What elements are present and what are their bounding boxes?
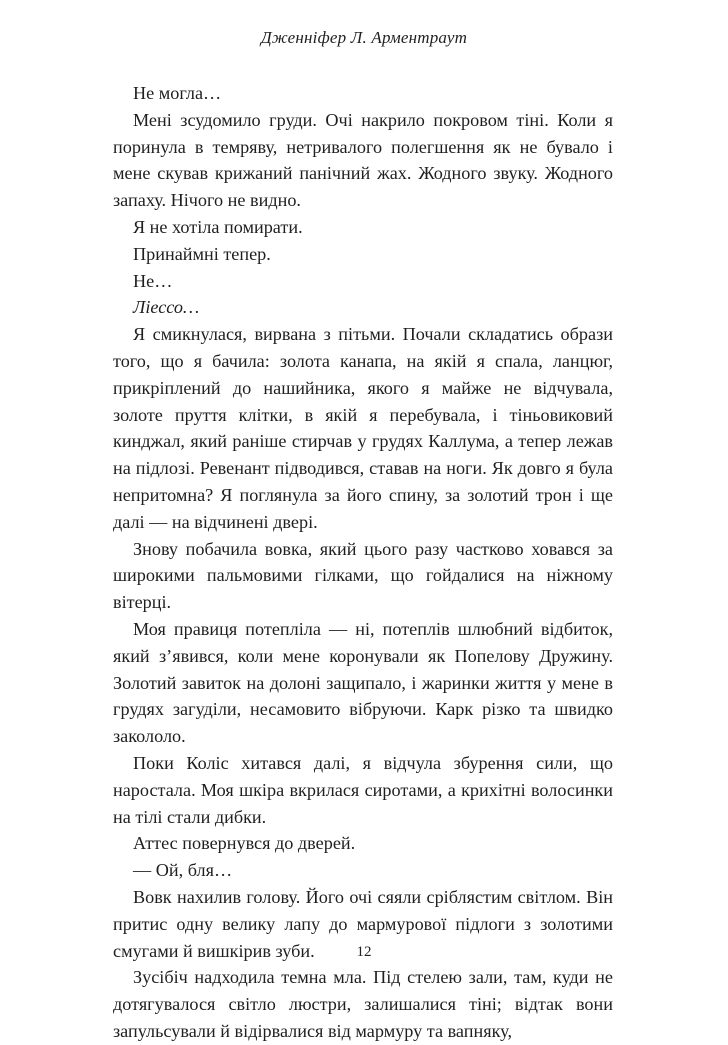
paragraph: Знову побачила вовка, який цього разу частково ховався за широкими пальмовими гілками, що гойдалися на ніжному вітерці. [113, 538, 613, 613]
paragraph: — Ой, бля… [133, 860, 233, 881]
paragraph: Ліессо… [133, 297, 200, 318]
running-head: Дженніфер Л. Арментраут [260, 28, 468, 47]
paragraph: Моя правиця потеплілa — ні, потеплів шлюбний відбиток, який з’явився, коли мене коронували як Попелову Дружину. Золотий завиток на долоні защипало, і жаринки життя у мене в грудях загуділи, несамовито вібруючи. Карк різко та швидко закололо. [113, 618, 613, 747]
paragraph: Я смикнулася, вирвана з пітьми. Почали складатись образи того, що я бачила: золота канапа, на якій я спала, ланцюг, прикріплений до нашийника, якого я майже не відчувала, золоте пруття клітки, в якій я перебувала, і тіньовиковий кинджал, який раніше стирчав у грудях Каллума, а тепер лежав на підлозі. Ревенант підводився, ставав на ноги. Як довго я була непритомна? Я поглянула за його спину, за золотий трон і ще далі — на відчинені двері. [113, 324, 613, 532]
paragraph: Я не хотіла помирати. [133, 216, 303, 237]
paragraph: Не… [133, 270, 173, 291]
paragraph: Поки Коліс хитався далі, я відчула збурення сили, що наростала. Моя шкіра вкрилася сиротами, а крихітні волосинки на тілі стали дибки. [113, 752, 613, 827]
paragraph: Аттес повернувся до дверей. [133, 833, 356, 854]
paragraph: Не могла… [133, 83, 222, 103]
page-number: 12 [356, 944, 372, 960]
paragraph: Мені зсудомило груди. Очі накрило покровом тіні. Коли я поринула в темряву, нетривалого полегшення як не бувало і мене скував крижаний панічний жах. Жодного звуку. Жодного запаху. Нічого не видно. [113, 109, 613, 211]
body-text [113, 80, 613, 1045]
paragraph: Зусібіч надходила темна мла. Під стелею зали, там, куди не дотягувалося світло люстри, залишалися тіні; відтак вони запульсували й відірвалися від мармуру та вапняку, [113, 967, 613, 1041]
paragraph: Принаймні тепер. [133, 243, 271, 264]
paragraph: Вовк нахилив голову. Його очі сяяли сріблястим світлом. Він притис одну велику лапу до мармурової підлоги з золотими смугами й вишкірив зуби. [113, 886, 613, 961]
